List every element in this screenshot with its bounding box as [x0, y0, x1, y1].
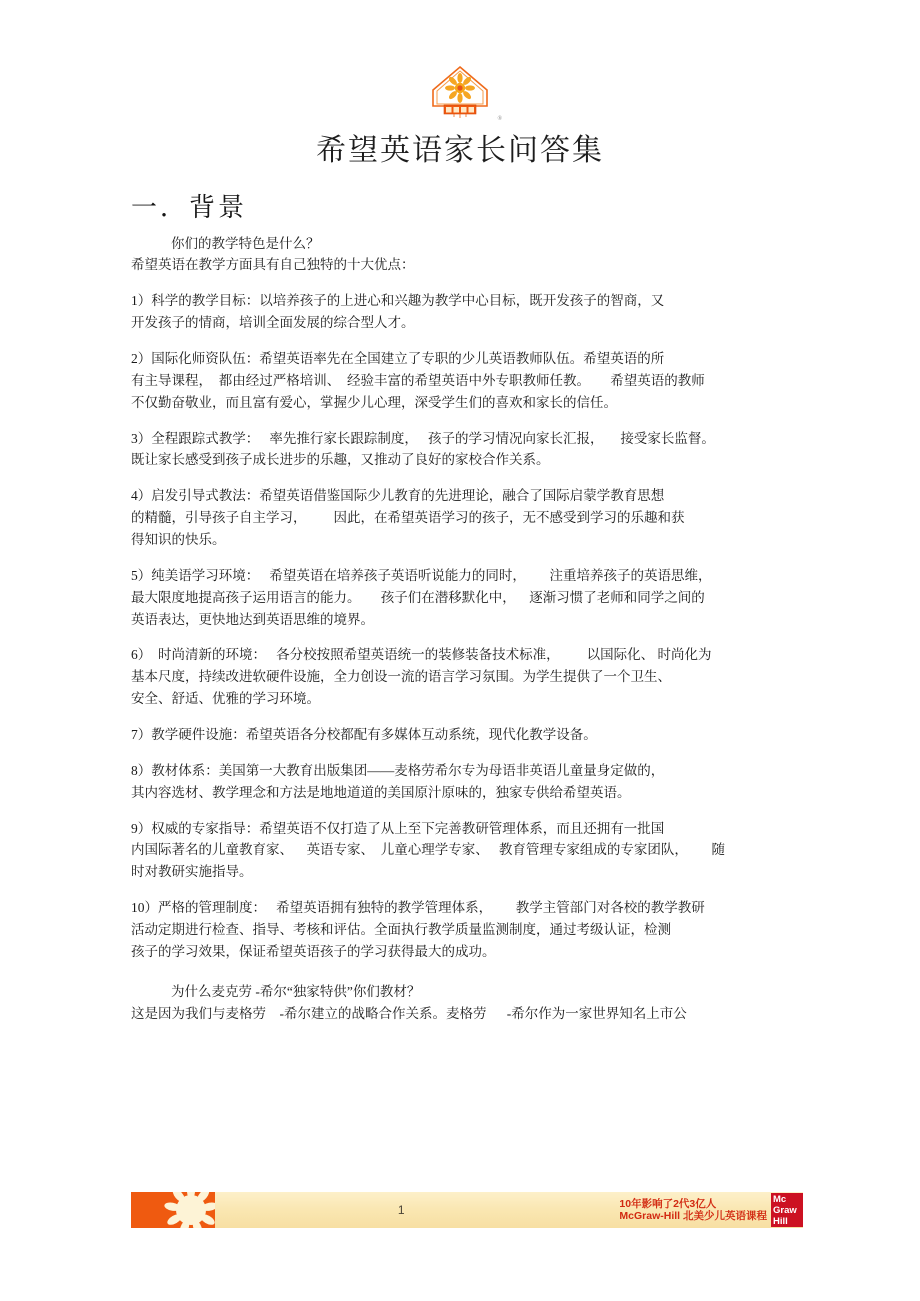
point-3-line-2: 既让家长感受到孩子成长进步的乐趣，又推动了良好的家校合作关系。: [131, 452, 550, 468]
point-4-line-2: 的精髓，引导孩子自主学习， 因此，在希望英语学习的孩子，无不感受到学习的乐趣和获: [131, 510, 685, 526]
section-question: 你们的教学特色是什么？: [171, 235, 320, 251]
point-9-line-1: 9）权威的专家指导：希望英语不仅打造了从上至下完善教研管理体系，而且还拥有一批国: [131, 820, 665, 836]
spacer: [131, 414, 803, 428]
mcgraw-logo-line-1: Mc: [773, 1193, 787, 1205]
next-question-answer: 这是因为我们与麦格劳 -希尔建立的战略合作关系。麦格劳 -希尔作为一家世界知名上市公: [131, 1005, 687, 1021]
point-3-line-1: 3）全程跟踪式教学： 率先推行家长跟踪制度， 孩子的学习情况向家长汇报， 接受家长监督。: [131, 430, 715, 446]
point-5-line-3: 英语表达，更快地达到英语思维的境界。: [131, 611, 374, 627]
spacer: [131, 276, 803, 290]
sun-decoration-icon: [131, 1192, 215, 1228]
spacer: [131, 883, 803, 897]
spacer: [131, 551, 803, 565]
registered-trademark-icon: ®: [497, 116, 502, 122]
point-1-line-2: 开发孩子的情商，培训全面发展的综合型人才。: [131, 315, 415, 331]
hope-english-logo: [424, 64, 502, 122]
footer-banner: [131, 1192, 803, 1228]
spacer: [131, 471, 803, 485]
spacer: [131, 334, 803, 348]
point-10-line-3: 孩子的学习效果，保证希望英语孩子的学习获得最大的成功。: [131, 943, 496, 959]
point-5-line-2: 最大限度地提高孩子运用语言的能力。 孩子们在潜移默化中， 逐渐习惯了老师和同学之间的: [131, 589, 705, 605]
point-1-line-1: 1）科学的教学目标：以培养孩子的上进心和兴趣为教学中心目标，既开发孩子的智商，又: [131, 293, 665, 309]
mcgraw-logo-line-3: Hill: [773, 1215, 788, 1227]
point-2-line-3: 不仅勤奋敬业，而且富有爱心，掌握少儿心理，深受学生们的喜欢和家长的信任。: [131, 394, 617, 410]
point-9-line-3: 时对教研实施指导。: [131, 864, 253, 880]
point-2-line-1: 2）国际化师资队伍：希望英语率先在全国建立了专职的少儿英语教师队伍。希望英语的所: [131, 350, 665, 366]
footer-center: [215, 1192, 619, 1228]
document-body: [131, 192, 803, 1024]
page-title: 希望英语家长问答集: [316, 134, 604, 167]
point-10-line-1: 10）严格的管理制度： 希望英语拥有独特的教学管理体系， 教学主管部门对各校的教学教研: [131, 900, 705, 916]
page-number: 1: [397, 1203, 405, 1217]
point-6-line-2: 基本尺度，持续改进软硬件设施，全力创设一流的语言学习氛围。为学生提供了一个卫生、: [131, 669, 671, 685]
mcgraw-hill-logo: [771, 1193, 803, 1227]
spacer: [131, 710, 803, 724]
brand-tagline-course: McGraw-Hill 北美少儿英语课程: [619, 1210, 767, 1222]
spacer: [131, 630, 803, 644]
point-6-line-3: 安全、舒适、优雅的学习环境。: [131, 691, 320, 707]
point-8-line-1: 8）教材体系：美国第一大教育出版集团——麦格劳希尔专为母语非英语儿童量身定做的，: [131, 762, 665, 778]
section-intro: 希望英语在教学方面具有自己独特的十大优点：: [131, 257, 415, 273]
point-10-line-2: 活动定期进行检查、指导、考核和评估。全面执行教学质量监测制度，通过考级认证，检测: [131, 921, 671, 937]
spacer: [131, 963, 803, 981]
mcgraw-logo-line-2: Graw: [773, 1204, 797, 1216]
point-2-line-2: 有主导课程， 都由经过严格培训、 经验丰富的希望英语中外专职教师任教。 希望英语的教师: [131, 372, 705, 388]
point-6-line-1: 6） 时尚清新的环境： 各分校按照希望英语统一的装修装备技术标准， 以国际化、 时尚化为: [131, 647, 712, 663]
logo-container: [0, 64, 920, 122]
point-7-line-1: 7）教学硬件设施：希望英语各分校都配有多媒体互动系统，现代化教学设备。: [131, 726, 597, 742]
footer-brand: [619, 1192, 803, 1228]
point-5-line-1: 5）纯美语学习环境： 希望英语在培养孩子英语听说能力的同时， 注重培养孩子的英语思维，: [131, 567, 712, 583]
next-question: 为什么麦克劳 -希尔“独家特供”你们教材？: [171, 983, 421, 999]
point-8-line-2: 其内容选材、教学理念和方法是地地道道的美国原汁原味的，独家专供给希望英语。: [131, 784, 631, 800]
spacer: [131, 746, 803, 760]
spacer: [131, 804, 803, 818]
point-4-line-1: 4）启发引导式教法：希望英语借鉴国际少儿教育的先进理论，融合了国际启蒙学教育思想: [131, 488, 665, 504]
brand-tagline-chinese: 10年影响了2代3亿人: [619, 1197, 717, 1210]
section-heading: 一．背景: [131, 193, 248, 222]
point-9-line-2: 内国际著名的儿童教育家、 英语专家、 儿童心理学专家、 教育管理专家组成的专家团队， 随: [131, 842, 725, 858]
point-4-line-3: 得知识的快乐。: [131, 531, 226, 547]
brand-text-block: [619, 1198, 771, 1222]
